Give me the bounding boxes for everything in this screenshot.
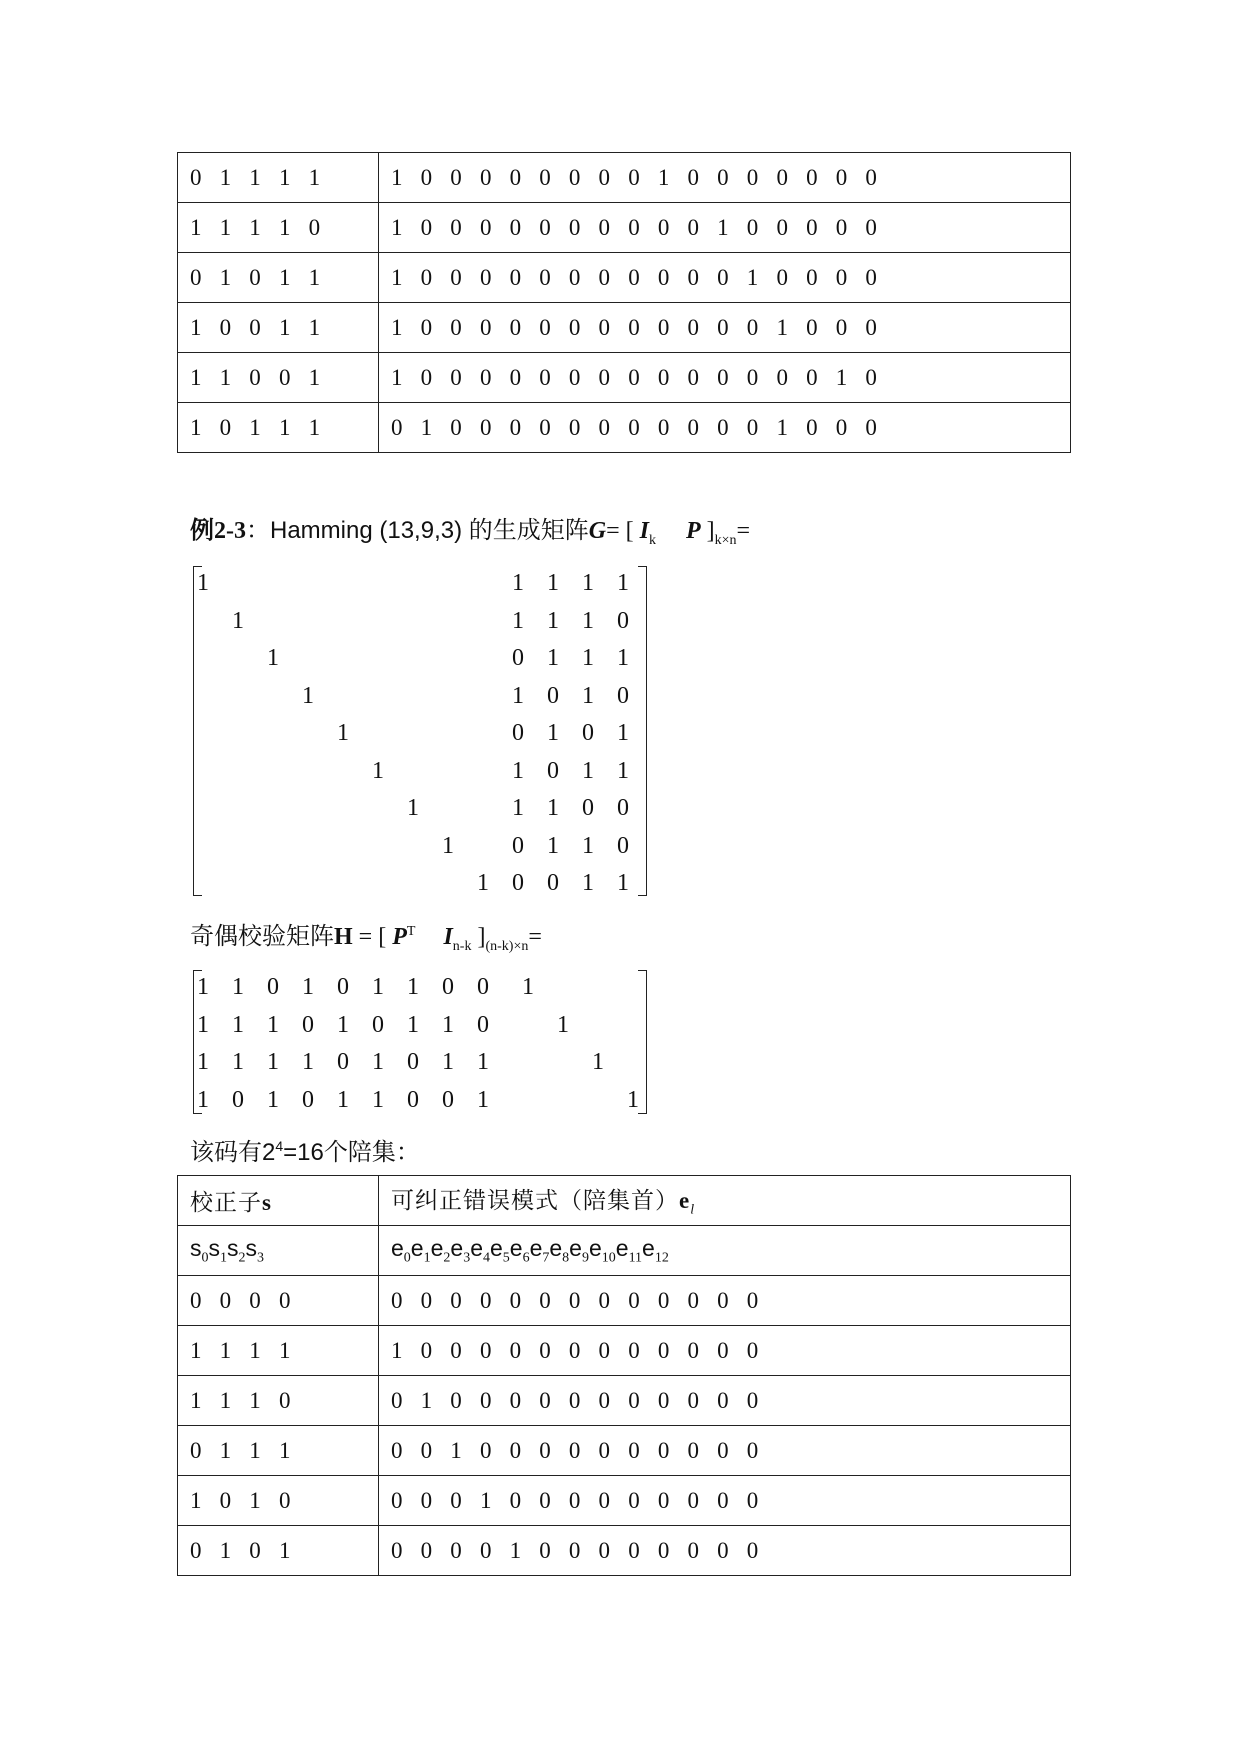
matrix-entry: 0 — [337, 974, 349, 1000]
component-symbol: e — [509, 1234, 523, 1261]
matrix-entry: 1 — [547, 832, 559, 859]
syndrome-cell: 0 1 0 1 1 — [178, 253, 379, 303]
component-index: 8 — [562, 1250, 570, 1266]
component-symbol: e — [642, 1234, 655, 1261]
matrix-entry: 1 — [267, 645, 279, 671]
matrix-entry: 0 — [617, 607, 629, 634]
matrix-entry: 1 — [267, 1011, 279, 1038]
matrix-entry: 1 — [197, 1086, 209, 1113]
matrix-entry: 1 — [582, 832, 594, 859]
matrix-entry: 1 — [477, 1049, 489, 1075]
matrix-entry: 1 — [592, 1049, 604, 1075]
matrix-entry: 1 — [302, 682, 314, 709]
matrix-entry: 0 — [512, 720, 524, 746]
component-symbol: e — [569, 1234, 582, 1261]
syndrome-cell: 1 1 1 0 — [178, 1376, 379, 1426]
matrix-entry: 0 — [512, 832, 524, 859]
error-pattern-cell: 1 0 0 0 0 0 0 0 0 0 0 0 0 1 0 0 0 — [379, 303, 1071, 353]
matrix-entry: 1 — [547, 720, 559, 746]
syndrome-cell: 1 1 1 1 — [178, 1326, 379, 1376]
component-symbol: e — [489, 1234, 503, 1261]
eq-sign: = — [736, 518, 751, 544]
right-bracket — [638, 566, 647, 896]
matrix-entry: 1 — [582, 757, 594, 784]
example-text: Hamming (13,9,3) 的生成矩阵 — [270, 517, 589, 544]
component-symbol: e — [529, 1234, 543, 1261]
matrix-entry: 1 — [617, 720, 629, 746]
matrix-entry: 1 — [617, 757, 629, 784]
error-pattern-cell: 0 1 0 0 0 0 0 0 0 0 0 0 0 — [379, 1376, 1071, 1426]
matrix-entry: 1 — [267, 1086, 279, 1113]
matrix-entry: 1 — [512, 607, 524, 634]
transpose-superscript: T — [406, 924, 416, 939]
component-symbol: e — [391, 1234, 404, 1261]
matrix-entry: 1 — [512, 757, 524, 784]
parity-check-matrix — [193, 970, 647, 1114]
matrix-entry: 1 — [547, 607, 559, 634]
matrix-entry: 0 — [442, 974, 454, 1000]
matrix-entry: 1 — [302, 1049, 314, 1075]
matrix-entry: 0 — [232, 1086, 244, 1113]
matrix-entry: 1 — [232, 974, 244, 1000]
matrix-entry: 1 — [557, 1011, 569, 1038]
matrix-entry: 1 — [407, 1011, 419, 1038]
error-pattern-cell: 0 0 0 0 1 0 0 0 0 0 0 0 0 — [379, 1526, 1071, 1576]
matrix-entry: 1 — [582, 870, 594, 896]
i-subscript: n-k — [452, 938, 472, 954]
coset-superscript: 4 — [275, 1138, 284, 1154]
error-pattern-cell: 1 0 0 0 0 0 0 0 0 0 0 0 1 0 0 0 0 — [379, 253, 1071, 303]
matrix-entry: 1 — [337, 1086, 349, 1113]
component-symbol: e — [615, 1234, 629, 1261]
matrix-entry: 1 — [372, 974, 384, 1000]
coset-text-post: =16个陪集： — [283, 1139, 420, 1166]
matrix-entry: 0 — [512, 870, 524, 896]
component-index: 1 — [220, 1250, 227, 1266]
component-index: 3 — [463, 1250, 471, 1266]
matrix-entry: 0 — [617, 795, 629, 821]
table-row — [178, 153, 1071, 203]
matrix-entry: 1 — [617, 870, 629, 896]
syndrome-header-text: 校正子 — [190, 1190, 262, 1215]
component-index: 4 — [482, 1250, 490, 1266]
matrix-entry: 1 — [617, 570, 629, 596]
error-pattern-cell: 0 1 0 0 0 0 0 0 0 0 0 0 0 1 0 0 0 — [379, 403, 1071, 453]
syndrome-cell: 0 0 0 0 — [178, 1276, 379, 1326]
syndrome-symbol: s — [262, 1190, 272, 1215]
matrix-entry: 1 — [337, 1011, 349, 1038]
matrix-entry: 0 — [547, 870, 559, 896]
matrix-entry: 0 — [547, 757, 559, 784]
matrix-entry: 1 — [407, 974, 419, 1000]
coset-text-pre: 该码有2 — [190, 1139, 276, 1166]
matrix-entry: 0 — [582, 720, 594, 746]
matrix-entry: 1 — [582, 682, 594, 709]
component-index: 11 — [628, 1250, 643, 1266]
error-subscript: l — [690, 1202, 696, 1218]
error-pattern-cell: 1 0 0 0 0 0 0 0 0 0 0 1 0 0 0 0 0 — [379, 203, 1071, 253]
matrix-entry: 0 — [302, 1011, 314, 1038]
matrix-entry: 0 — [547, 682, 559, 709]
matrix-entry: 1 — [522, 974, 534, 1000]
error-pattern-cell: 0 0 1 0 0 0 0 0 0 0 0 0 0 — [379, 1426, 1071, 1476]
matrix-entry: 1 — [547, 645, 559, 671]
generator-matrix — [193, 566, 647, 896]
error-pattern-cell: 0 0 0 1 0 0 0 0 0 0 0 0 0 — [379, 1476, 1071, 1526]
matrix-entry: 0 — [407, 1086, 419, 1113]
eq-sign: = — [528, 924, 542, 950]
matrix-entry: 1 — [407, 795, 419, 821]
syndrome-cell: 1 0 0 1 1 — [178, 303, 379, 353]
table-subheader-row — [178, 1226, 1071, 1276]
matrix-entry: 1 — [512, 682, 524, 709]
matrix-entry: 1 — [582, 607, 594, 634]
component-index: 7 — [542, 1250, 550, 1266]
component-symbol: e — [450, 1234, 464, 1261]
table-row — [178, 1526, 1071, 1576]
size-subscript: (n-k)×n — [485, 938, 529, 954]
component-symbol: s — [208, 1234, 220, 1261]
table-row — [178, 253, 1071, 303]
table-row — [178, 1376, 1071, 1426]
syndrome-cell: 1 0 1 1 1 — [178, 403, 379, 453]
component-symbol: e — [410, 1234, 424, 1261]
eq-open: = [ — [606, 518, 640, 544]
h-symbol: H — [334, 924, 353, 950]
matrix-entry: 1 — [627, 1086, 639, 1113]
component-symbol: e — [549, 1234, 563, 1261]
coset-heading — [190, 1132, 420, 1167]
matrix-entry: 1 — [442, 1049, 454, 1075]
left-bracket — [193, 566, 202, 896]
syndrome-cell: 1 1 1 1 0 — [178, 203, 379, 253]
syndrome-cell: 1 0 1 0 — [178, 1476, 379, 1526]
matrix-entry: 0 — [512, 645, 524, 671]
matrix-entry: 0 — [337, 1049, 349, 1075]
component-index: 6 — [522, 1250, 530, 1266]
syndrome-components — [178, 1226, 379, 1276]
component-index: 10 — [601, 1250, 616, 1266]
matrix-entry: 1 — [477, 1086, 489, 1113]
component-index: 0 — [403, 1250, 411, 1266]
component-symbol: s — [245, 1234, 257, 1261]
matrix-entry: 1 — [197, 1011, 209, 1038]
matrix-entry: 0 — [477, 974, 489, 1000]
i-subscript: k — [648, 532, 656, 548]
parity-heading — [190, 916, 542, 955]
matrix-entry: 1 — [372, 757, 384, 784]
g-symbol: G — [588, 518, 607, 544]
table-header-row — [178, 1176, 1071, 1226]
matrix-entry: 1 — [267, 1049, 279, 1075]
matrix-entry: 0 — [617, 832, 629, 859]
matrix-entry: 1 — [337, 720, 349, 746]
matrix-entry: 0 — [442, 1086, 454, 1113]
component-index: 2 — [238, 1250, 246, 1266]
component-symbol: e — [430, 1234, 444, 1261]
component-index: 5 — [502, 1250, 510, 1266]
component-symbol: e — [470, 1234, 483, 1261]
table-row — [178, 1326, 1071, 1376]
matrix-entry: 1 — [442, 832, 454, 859]
matrix-entry: 0 — [477, 1011, 489, 1038]
matrix-entry: 1 — [197, 974, 209, 1000]
error-pattern-cell: 1 0 0 0 0 0 0 0 0 0 0 0 0 0 0 1 0 — [379, 353, 1071, 403]
table-row — [178, 203, 1071, 253]
matrix-entry: 1 — [582, 570, 594, 596]
error-components — [379, 1226, 1071, 1276]
matrix-entry: 1 — [232, 1049, 244, 1075]
parity-text: 奇偶校验矩阵 — [190, 924, 334, 950]
table-row — [178, 1276, 1071, 1326]
syndrome-cell: 0 1 1 1 — [178, 1426, 379, 1476]
component-index: 0 — [201, 1250, 209, 1266]
error-pattern-cell: 0 0 0 0 0 0 0 0 0 0 0 0 0 — [379, 1276, 1071, 1326]
matrix-entry: 1 — [197, 1049, 209, 1075]
table-row — [178, 1476, 1071, 1526]
component-index: 3 — [257, 1250, 264, 1266]
matrix-entry: 1 — [372, 1049, 384, 1075]
example-colon: ： — [246, 518, 270, 544]
p-symbol: P — [685, 518, 701, 544]
component-symbol: s — [190, 1234, 202, 1261]
component-index: 1 — [423, 1250, 431, 1266]
matrix-entry: 1 — [302, 974, 314, 1000]
matrix-entry: 1 — [617, 645, 629, 671]
error-pattern-header — [379, 1176, 1071, 1226]
matrix-entry: 0 — [267, 974, 279, 1000]
table-row — [178, 1426, 1071, 1476]
i-symbol: I — [443, 924, 453, 950]
table-row — [178, 353, 1071, 403]
i-symbol: I — [639, 518, 649, 544]
bracket-close: ] — [471, 924, 486, 950]
component-index: 9 — [581, 1250, 589, 1266]
table-row — [178, 303, 1071, 353]
syndrome-cell: 1 1 0 0 1 — [178, 353, 379, 403]
syndrome-cell: 0 1 1 1 1 — [178, 153, 379, 203]
matrix-entry: 1 — [232, 607, 244, 634]
matrix-entry: 0 — [372, 1011, 384, 1038]
example-label: 例2-3 — [190, 518, 246, 544]
syndrome-table-top — [177, 152, 1071, 453]
matrix-entry: 0 — [582, 795, 594, 821]
error-pattern-cell: 1 0 0 0 0 0 0 0 0 1 0 0 0 0 0 0 0 — [379, 153, 1071, 203]
component-index: 12 — [654, 1250, 669, 1266]
eq-open: = [ — [352, 924, 393, 950]
matrix-entry: 1 — [547, 795, 559, 821]
table-row — [178, 403, 1071, 453]
syndrome-cell: 0 1 0 1 — [178, 1526, 379, 1576]
matrix-entry: 1 — [372, 1086, 384, 1113]
matrix-entry: 1 — [477, 870, 489, 896]
matrix-entry: 1 — [512, 795, 524, 821]
error-pattern-header-text: 可纠正错误模式（陪集首） — [391, 1188, 679, 1214]
component-symbol: e — [588, 1234, 602, 1261]
matrix-entry: 0 — [407, 1049, 419, 1075]
matrix-entry: 1 — [442, 1011, 454, 1038]
bracket-close: ] — [700, 518, 715, 544]
syndrome-header — [178, 1176, 379, 1226]
matrix-entry: 1 — [232, 1011, 244, 1038]
error-symbol: e — [679, 1188, 691, 1214]
p-symbol: P — [392, 924, 407, 950]
matrix-entry: 0 — [302, 1086, 314, 1113]
size-subscript: k×n — [714, 532, 737, 548]
component-index: 2 — [443, 1250, 451, 1266]
matrix-entry: 0 — [617, 682, 629, 709]
matrix-entry: 1 — [547, 570, 559, 596]
matrix-entry: 1 — [512, 570, 524, 596]
component-symbol: s — [227, 1234, 239, 1261]
example-heading — [190, 510, 750, 549]
matrix-entry: 1 — [582, 645, 594, 671]
syndrome-table — [177, 1175, 1071, 1576]
matrix-entry: 1 — [197, 570, 209, 596]
error-pattern-cell: 1 0 0 0 0 0 0 0 0 0 0 0 0 — [379, 1326, 1071, 1376]
